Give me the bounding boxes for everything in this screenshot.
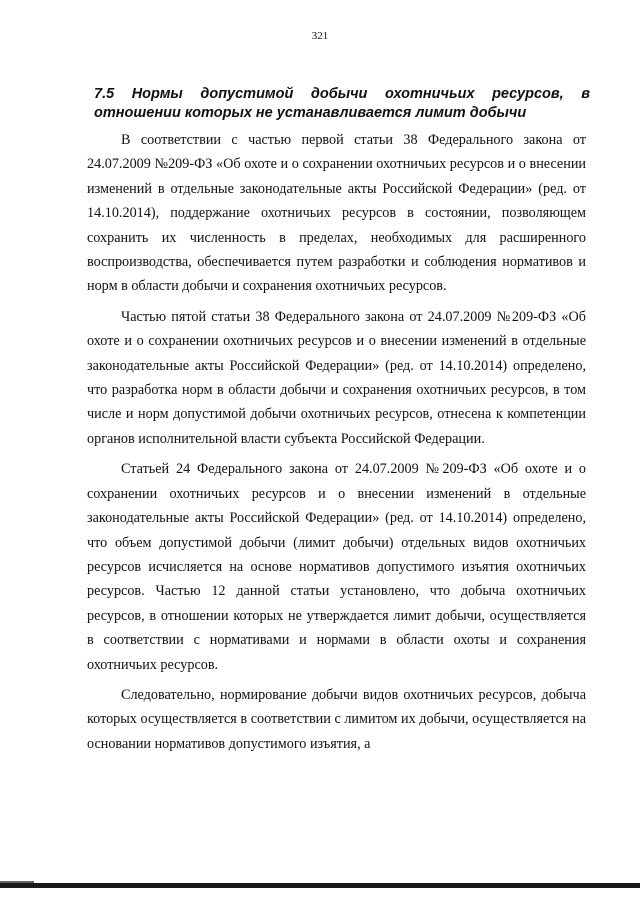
page-number: 321 <box>311 30 329 42</box>
body-text <box>87 128 586 756</box>
paragraph-1: В соответствии с частью первой статьи 38 Федерального закона от 24.07.2009 №209-ФЗ «Об охоте и о сохранении охотничьих ресурсов и о внесении изменений в отдельные законодательные акты Российской Федерации» (ред. от 14.10.2014), поддержание охотничьих ресурсов в состоянии, позволяющем сохранить их численность в пределах, необходимых для расширенного воспроизводства, обеспечивается путем разработки и соблюдения нормативов и норм в области добычи и сохранения охотничьих ресурсов. <box>87 132 586 295</box>
section-heading: 7.5 Нормы допустимой добычи охотничьих ресурсов, в отношении которых не устанавливается лимит добычи <box>94 86 590 121</box>
paragraph-3: Статьей 24 Федерального закона от 24.07.2009 №209-ФЗ «Об охоте и о сохранении охотничьих ресурсов и о внесении изменений в отдельные законодательные акты Российской Федерации» (ред. от 14.10.2014) определено, что объем допустимой добычи (лимит добычи) отдельных видов охотничьих ресурсов исчисляется на основе нормативов допустимого изъятия охотничьих ресурсов. Частью 12 данной статьи установлено, что добыча охотничьих ресурсов, в отношении которых не утверждается лимит добычи, осуществляется в соответствии с нормативами и нормами в области охоты и сохранения охотничьих ресурсов. <box>87 461 586 673</box>
bottom-border <box>0 883 640 888</box>
paragraph-4: Следовательно, нормирование добычи видов охотничьих ресурсов, добыча которых осуществляется в соответствии с лимитом их добычи, осуществляется на основании нормативов допустимого изъятия, а <box>87 686 586 752</box>
paragraph-2: Частью пятой статьи 38 Федерального закона от 24.07.2009 №209-ФЗ «Об охоте и о сохранении охотничьих ресурсов и о внесении изменений в отдельные законодательные акты Российской Федерации» (ред. от 14.10.2014) определено, что разработка норм в области добычи и сохранения охотничьих ресурсов, в том числе и норм допустимой добычи охотничьих ресурсов, отнесена к компетенции органов исполнительной власти субъекта Российской Федерации. <box>87 308 586 447</box>
